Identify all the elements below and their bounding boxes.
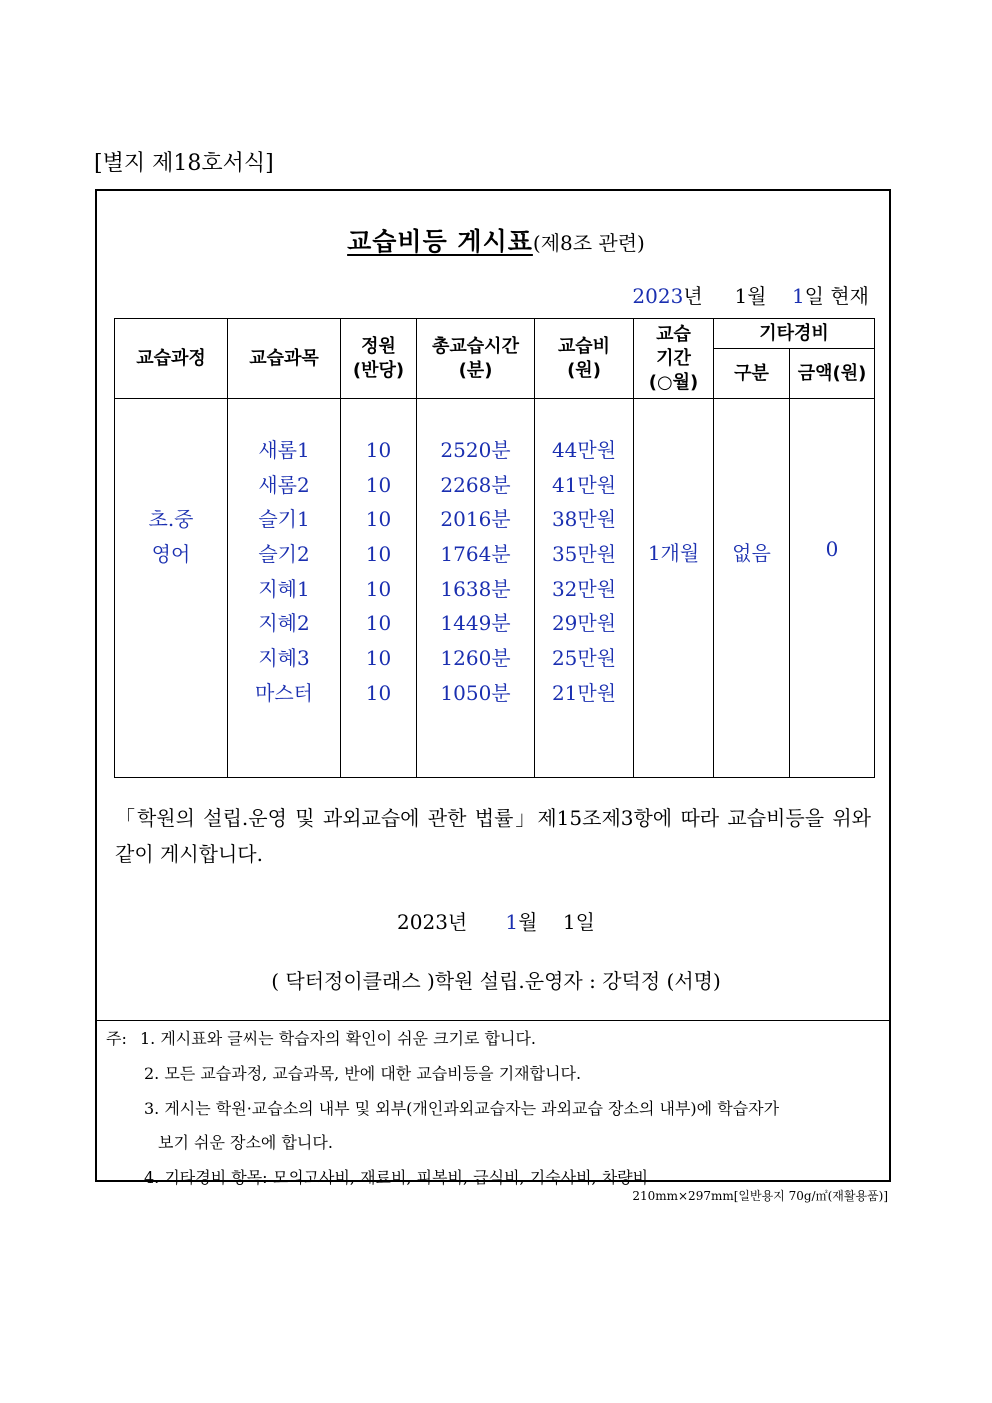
other-type-value: 없음 <box>732 541 771 565</box>
course-cell <box>115 399 228 778</box>
header-subject: 교습과목 <box>228 319 341 399</box>
capacity-entry: 10 <box>365 611 392 636</box>
fee-entry: 41만원 <box>551 472 617 497</box>
subject-entry: 마스터 <box>255 680 313 705</box>
header-fee-line1: 교습비 <box>557 335 611 357</box>
notes-section <box>106 1022 886 1196</box>
notes-divider <box>95 1020 891 1021</box>
note-line <box>106 1126 886 1161</box>
header-fee <box>535 319 634 399</box>
capacity-entry: 10 <box>365 438 392 462</box>
subject-entry: 슬기2 <box>258 542 310 567</box>
header-other-amount: 금액(원) <box>790 349 875 399</box>
capacity-entry: 10 <box>365 680 392 705</box>
capacity-column <box>341 399 417 778</box>
as-of-suffix: 현재 <box>830 284 869 308</box>
subject-entry: 새롬2 <box>258 472 310 497</box>
sign-day: 1 <box>562 910 576 934</box>
other-amount-cell <box>790 399 875 778</box>
header-period <box>634 319 714 399</box>
capacity-entry: 10 <box>365 472 392 497</box>
header-period-line3: (○월) <box>648 371 699 393</box>
period-cell <box>634 399 714 778</box>
subject-entry: 새롬1 <box>258 438 310 462</box>
fee-table <box>114 318 875 778</box>
as-of-day: 1 <box>791 284 805 308</box>
sign-year: 2023 <box>397 910 448 934</box>
fee-entry: 38만원 <box>551 507 617 532</box>
fee-entry: 29만원 <box>551 611 617 636</box>
title-main: 교습비등 게시표 <box>347 227 533 256</box>
note-item: 4. 기타경비 항목: 모의고사비, 재료비, 피복비, 급식비, 기숙사비, 차량비 <box>144 1168 649 1188</box>
declaration-text: 「학원의 설립.운영 및 과외교습에 관한 법률」제15조제3항에 따라 교습비등을 위와 같이 게시합니다. <box>115 806 871 866</box>
course-line1: 초.중 <box>148 507 194 531</box>
notes-prefix: 주: <box>106 1029 127 1048</box>
hours-entry: 1638분 <box>440 576 511 601</box>
form-label: [별지 제18호서식] <box>94 151 274 176</box>
note-item: 2. 모든 교습과정, 교습과목, 반에 대한 교습비등을 기재합니다. <box>144 1063 582 1083</box>
course-line2: 영어 <box>151 542 191 566</box>
header-other-expenses: 기타경비 <box>714 319 875 349</box>
hours-entry: 1050분 <box>440 680 511 705</box>
hours-entry: 2268분 <box>440 472 511 497</box>
header-period-line1: 교습 <box>656 323 691 345</box>
hours-entry: 2520분 <box>440 438 511 462</box>
note-line <box>106 1022 886 1057</box>
header-hours <box>417 319 535 399</box>
document-title <box>0 222 992 258</box>
sign-day-unit: 일 <box>575 910 595 934</box>
fee-entry: 25만원 <box>551 646 617 671</box>
header-other-type: 구분 <box>714 349 790 399</box>
fee-entry: 21만원 <box>551 680 617 705</box>
fee-entry: 32만원 <box>551 576 617 601</box>
note-item: 3. 게시는 학원·교습소의 내부 및 외부(개인과외교습자는 과외교습 장소의 내부)에 학습자가 <box>144 1098 780 1118</box>
header-capacity-line2: (반당) <box>352 359 405 381</box>
fee-entry: 44만원 <box>551 438 617 462</box>
subject-entry: 슬기1 <box>258 507 310 532</box>
sign-year-unit: 년 <box>447 910 468 934</box>
other-type-cell <box>714 399 790 778</box>
signature-date <box>0 906 992 935</box>
hours-entry: 1449분 <box>440 611 511 636</box>
hours-column <box>417 399 535 778</box>
as-of-day-unit: 일 <box>804 284 824 308</box>
as-of-date <box>632 280 869 309</box>
capacity-entry: 10 <box>365 542 392 567</box>
subject-column <box>228 399 341 778</box>
note-item: 1. 게시표와 글씨는 학습자의 확인이 쉬운 크기로 합니다. <box>140 1029 536 1048</box>
capacity-entry: 10 <box>365 507 392 532</box>
sign-month-unit: 월 <box>518 910 538 934</box>
capacity-entry: 10 <box>365 646 392 671</box>
as-of-month-unit: 월 <box>747 284 767 308</box>
subject-entry: 지혜1 <box>258 576 310 601</box>
header-capacity <box>341 319 417 399</box>
header-hours-line1: 총교습시간 <box>432 335 519 357</box>
fee-entry: 35만원 <box>551 542 617 567</box>
note-line <box>106 1092 886 1127</box>
capacity-entry: 10 <box>365 576 392 601</box>
header-course: 교습과정 <box>115 319 228 399</box>
as-of-month: 1 <box>734 284 748 308</box>
signer-line: ( 닥터정이클래스 )학원 설립.운영자 : 강덕정 (서명) <box>271 969 721 993</box>
fee-column <box>535 399 634 778</box>
header-capacity-line1: 정원 <box>361 335 396 357</box>
header-fee-line2: (원) <box>567 359 601 381</box>
note-line <box>106 1057 886 1092</box>
period-value: 1개월 <box>647 541 700 565</box>
hours-entry: 1764분 <box>440 542 511 567</box>
paper-spec: 210mm×297mm[일반용지 70g/㎡(재활용품)] <box>632 1189 888 1203</box>
other-amount-value: 0 <box>825 537 839 561</box>
subject-entry: 지혜3 <box>258 646 310 671</box>
subject-entry: 지혜2 <box>258 611 310 636</box>
header-period-line2: 기간 <box>656 347 691 369</box>
note-item: 보기 쉬운 장소에 합니다. <box>158 1133 333 1153</box>
hours-entry: 1260분 <box>440 646 511 671</box>
hours-entry: 2016분 <box>440 507 511 532</box>
title-sub: (제8조 관련) <box>532 231 645 255</box>
as-of-year: 2023 <box>632 284 684 308</box>
header-hours-line2: (분) <box>458 359 493 381</box>
sign-month: 1 <box>505 910 519 934</box>
as-of-year-unit: 년 <box>683 284 703 308</box>
